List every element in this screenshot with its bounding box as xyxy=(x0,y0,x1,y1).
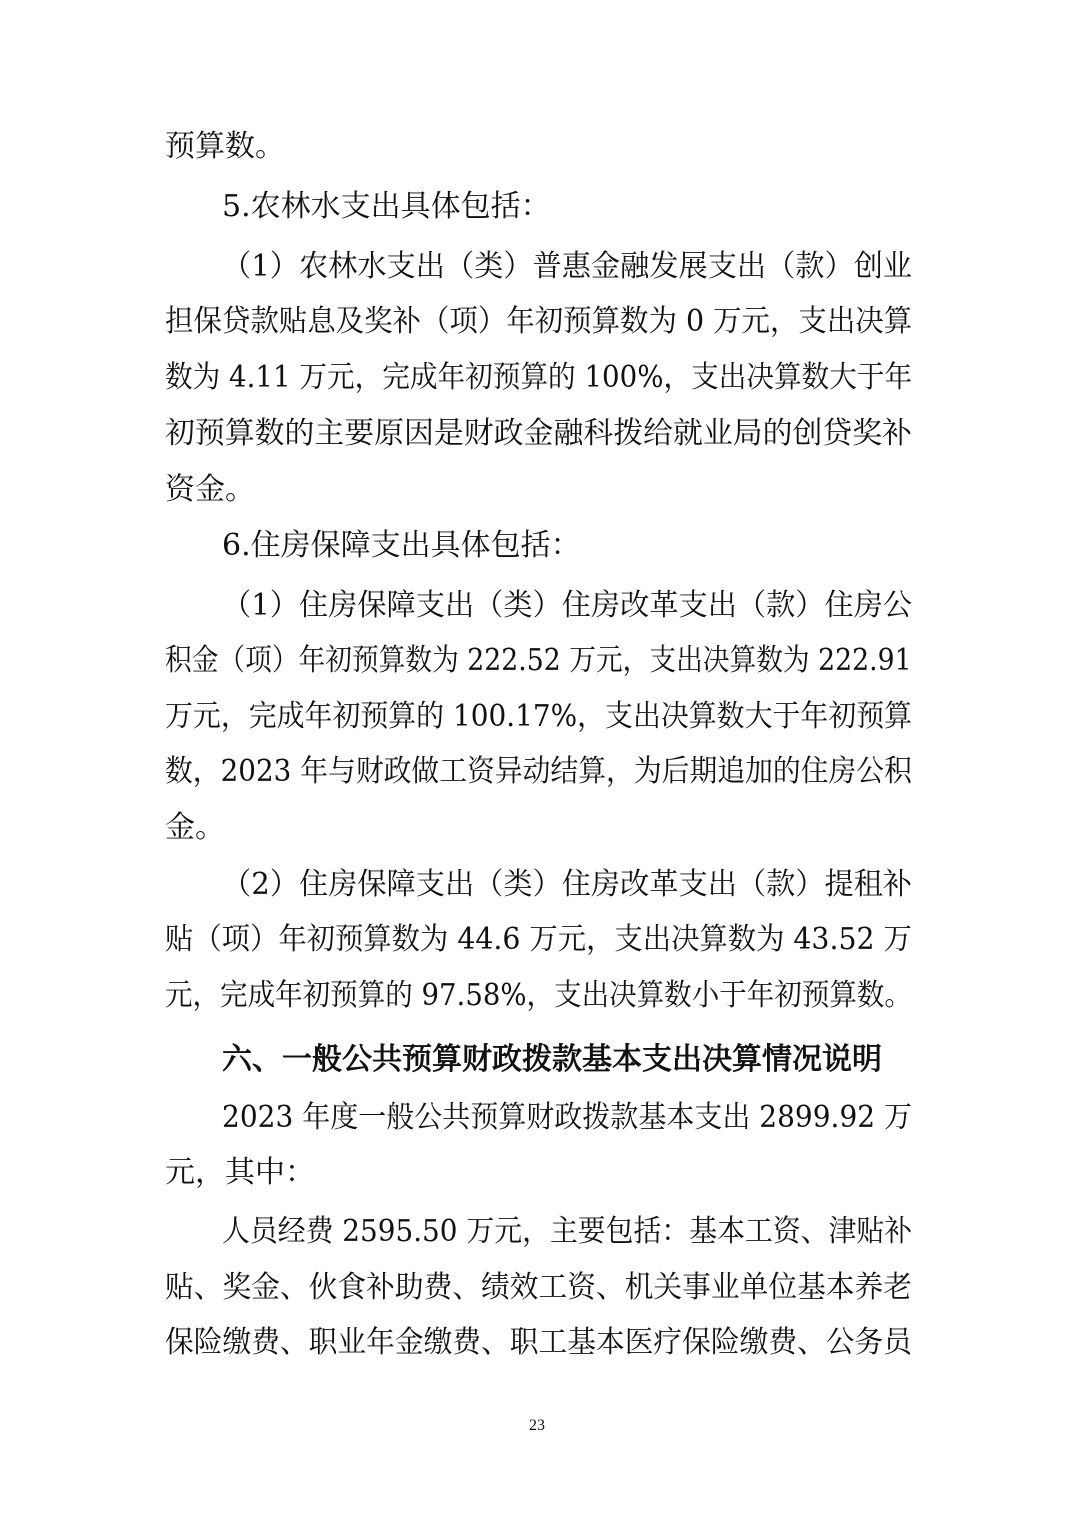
body-line: 预算数。 xyxy=(165,129,285,164)
body-line: 元，完成年初预算的 97.58%，支出决算数小于年初预算数。 xyxy=(165,978,912,1013)
body-line: 2023 年度一般公共预算财政拨款基本支出 2899.92 万 xyxy=(222,1100,913,1135)
body-line: 贴（项）年初预算数为 44.6 万元，支出决算数为 43.52 万 xyxy=(165,922,912,957)
body-line: 资金。 xyxy=(165,472,255,507)
page-number: 23 xyxy=(529,1417,545,1434)
body-line: 担保贷款贴息及奖补（项）年初预算数为 0 万元，支出决算 xyxy=(165,304,913,339)
body-line: 积金（项）年初预算数为 222.52 万元，支出决算数为 222.91 xyxy=(165,643,912,678)
body-line: 万元，完成年初预算的 100.17%，支出决算数大于年初预算 xyxy=(165,699,913,734)
body-line: 金。 xyxy=(165,810,225,845)
body-line: 元，其中： xyxy=(165,1155,315,1190)
body-line: （1）住房保障支出（类）住房改革支出（款）住房公 xyxy=(222,588,913,623)
body-line: 保险缴费、职业年金缴费、职工基本医疗保险缴费、公务员 xyxy=(165,1325,913,1360)
body-line: 贴、奖金、伙食补助费、绩效工资、机关事业单位基本养老 xyxy=(165,1270,913,1305)
body-line: （1）农林水支出（类）普惠金融发展支出（款）创业 xyxy=(222,249,913,284)
body-line: 初预算数的主要原因是财政金融科拨给就业局的创贷奖补 xyxy=(165,416,912,451)
section-item-6: 6.住房保障支出具体包括： xyxy=(222,528,581,563)
body-line: （2）住房保障支出（类）住房改革支出（款）提租补 xyxy=(222,867,913,902)
body-line: 数，2023 年与财政做工资异动结算，为后期追加的住房公积 xyxy=(165,754,912,789)
section-item-5: 5.农林水支出具体包括： xyxy=(222,189,551,224)
section-heading: 六、一般公共预算财政拨款基本支出决算情况说明 xyxy=(222,1042,882,1077)
body-line: 人员经费 2595.50 万元，主要包括：基本工资、津贴补 xyxy=(222,1214,913,1249)
body-line: 数为 4.11 万元，完成年初预算的 100%，支出决算数大于年 xyxy=(165,360,913,395)
